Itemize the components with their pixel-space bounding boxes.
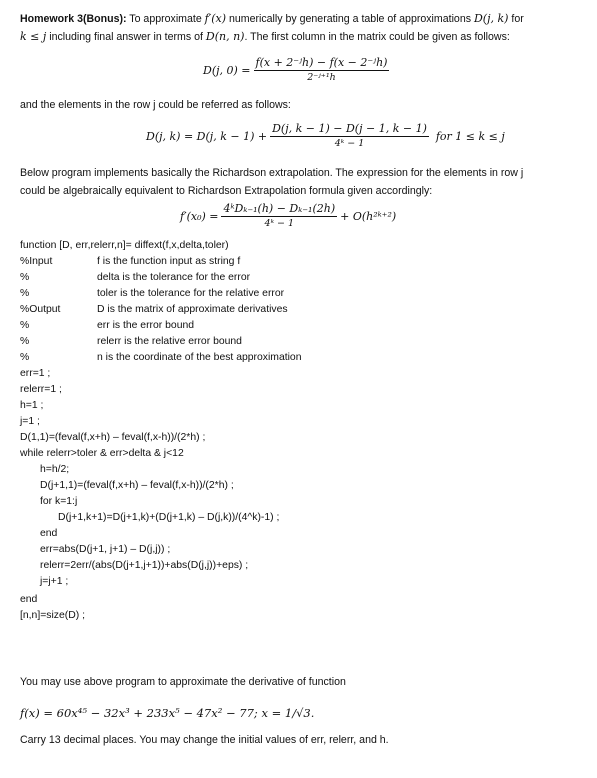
function-definition: f(x) = 60x⁴⁵ − 32x³ + 233x⁵ − 47x² − 77; x = 1/√3.: [20, 706, 315, 720]
code-text: %Output: [20, 304, 61, 315]
footer-line-1: You may use above program to approximate the derivative of function: [20, 676, 346, 688]
code-text: h=h/2;: [40, 464, 70, 475]
code-text: %: [20, 320, 30, 331]
code-text: j=1 ;: [20, 416, 40, 427]
footer-line-3: Carry 13 decimal places. You may change the initial values of err, relerr, and h.: [20, 734, 389, 746]
code-text: relerr=2err/(abs(D(j+1,j+1))+abs(D(j,j))+eps) ;: [40, 560, 249, 571]
code-text: D(j+1,k+1)=D(j+1,k)+(D(j+1,k) – D(j,k))/(4^k)-1) ;: [58, 512, 280, 523]
code-text: err=abs(D(j+1, j+1) – D(j,j)) ;: [40, 544, 171, 555]
code-line: [20, 334, 242, 350]
code-text: function [D, err,relerr,n]= diffext(f,x,delta,toler): [20, 240, 229, 251]
code-text: for k=1:j: [40, 496, 78, 507]
richardson-paragraph: Below program implements basically the Richardson extrapolation. The expression for the elements in row j could be algebraically equivalent to Richardson Extrapolation formula given accordingly:: [20, 167, 524, 197]
code-text: D(1,1)=(feval(f,x+h) – feval(f,x-h))/(2*h) ;: [20, 432, 206, 443]
code-line: [20, 302, 288, 318]
code-line: [20, 270, 251, 286]
fraction: $\frac{D(j, k - 1) - D(j - 1, k - 1)}{\text{4ᵏ − 1}}$: [272, 122, 427, 149]
code-line: [58, 510, 279, 526]
code-text: %: [20, 336, 30, 347]
code-text: [n,n]=size(D) ;: [20, 610, 85, 621]
code-line: [20, 592, 37, 608]
code-comment: err is the error bound: [97, 320, 195, 331]
intro-paragraph: Homework 3(Bonus): To approximate f′(x) numerically by generating a table of approximations D(j, k) for k ≤ j including final answer in terms of D(n, n). The first column in the matrix could be given as follows:: [20, 12, 524, 43]
code-text: %Input: [20, 256, 53, 267]
code-line: [20, 238, 229, 254]
code-comment: relerr is the relative error bound: [97, 336, 242, 347]
equation-row-elements: D(j, k) = D(j, k − 1) + $\frac{D(j, k - 1) - D(j - 1, k - 1)}{\text{4ᵏ − 1}}$ for 1 ≤ k ≤ j: [146, 122, 505, 149]
homework-label: Homework 3(Bonus):: [20, 13, 127, 25]
equation-first-column: D(j, 0) = $\frac{\text{f(x + 2⁻ʲh) − f(x − 2⁻ʲh)}}{\text{2⁻ʲ⁺¹h}}$: [203, 56, 388, 83]
code-line: [20, 398, 43, 414]
code-line: [20, 430, 205, 446]
f-prime-x: f′(x): [204, 12, 227, 25]
code-comment: n is the coordinate of the best approximation: [97, 352, 302, 363]
code-line: [20, 286, 285, 302]
code-comment: toler is the tolerance for the relative error: [97, 288, 285, 299]
d-n-n: D(n, n): [205, 30, 245, 43]
d-j-k: D(j, k): [473, 12, 509, 25]
code-line: [40, 542, 170, 558]
code-comment: delta is the tolerance for the error: [97, 272, 251, 283]
code-line: [20, 446, 184, 462]
code-text: D(j+1,1)=(feval(f,x+h) – feval(f,x-h))/(2*h) ;: [40, 480, 234, 491]
code-line: [40, 558, 248, 574]
equation-richardson: f′(x₀) = $\frac{\text{4ᵏDₖ₋₁(h) − Dₖ₋₁(2h)}}{\text{4ᵏ − 1}}$ + O(h²ᵏ⁺²): [180, 202, 397, 229]
code-line: [40, 462, 69, 478]
code-comment: D is the matrix of approximate derivatives: [97, 304, 288, 315]
code-line: [40, 526, 57, 542]
code-text: err=1 ;: [20, 368, 51, 379]
code-text: relerr=1 ;: [20, 384, 62, 395]
condition: for 1 ≤ k ≤ j: [435, 129, 505, 143]
code-text: end: [40, 528, 58, 539]
code-line: [20, 350, 302, 366]
code-text: %: [20, 288, 30, 299]
code-line: [20, 382, 62, 398]
code-text: j=j+1 ;: [40, 576, 69, 587]
fraction: $\frac{\text{f(x + 2⁻ʲh) − f(x − 2⁻ʲh)}}{\text{2⁻ʲ⁺¹h}}$: [255, 56, 388, 83]
code-line: [40, 478, 234, 494]
row-text: and the elements in the row j could be referred as follows:: [20, 99, 291, 111]
code-line: [40, 574, 68, 590]
code-text: %: [20, 352, 30, 363]
code-line: [20, 608, 85, 624]
code-line: [20, 366, 50, 382]
code-line: [20, 254, 241, 270]
code-text: h=1 ;: [20, 400, 44, 411]
code-text: while relerr>toler & err>delta & j<12: [20, 448, 184, 459]
code-line: [40, 494, 77, 510]
code-line: [20, 414, 40, 430]
code-line: [20, 318, 195, 334]
code-text: %: [20, 272, 30, 283]
code-comment: f is the function input as string f: [97, 256, 241, 267]
code-text: end: [20, 594, 38, 605]
fraction: $\frac{\text{4ᵏDₖ₋₁(h) − Dₖ₋₁(2h)}}{\text{4ᵏ − 1}}$: [223, 202, 336, 229]
